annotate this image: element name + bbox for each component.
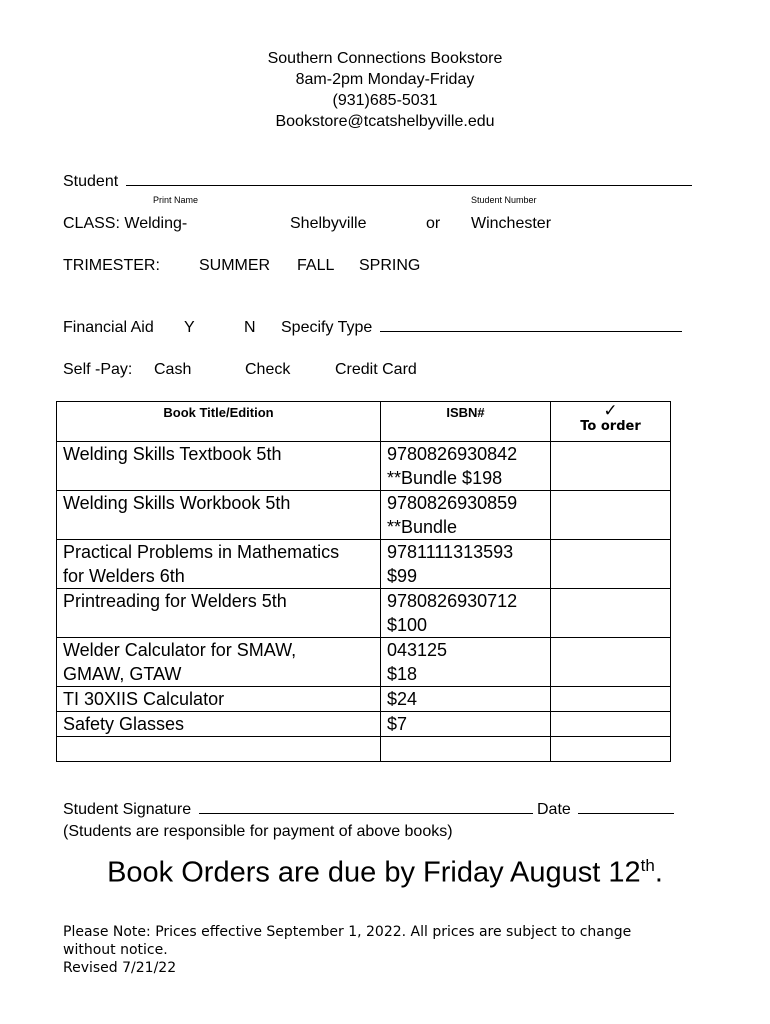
table-row bbox=[57, 712, 671, 737]
empty-cell[interactable] bbox=[381, 737, 551, 762]
student-number-label: Student Number bbox=[471, 195, 537, 205]
pay-credit-card[interactable]: Credit Card bbox=[335, 361, 417, 378]
student-label: Student bbox=[63, 173, 119, 190]
header-title: Book Title/Edition bbox=[57, 402, 381, 442]
order-checkbox-cell[interactable] bbox=[551, 442, 671, 491]
order-checkbox-cell[interactable] bbox=[551, 687, 671, 712]
book-isbn: 9781111313593 $99 bbox=[381, 540, 551, 589]
financial-aid-no[interactable]: N bbox=[244, 319, 256, 336]
book-isbn: $24 bbox=[381, 687, 551, 712]
order-checkbox-cell[interactable] bbox=[551, 712, 671, 737]
pay-check[interactable]: Check bbox=[245, 361, 291, 378]
pay-cash[interactable]: Cash bbox=[154, 361, 192, 378]
store-name: Southern Connections Bookstore bbox=[267, 50, 503, 67]
store-phone: (931)685-5031 bbox=[332, 92, 438, 109]
campus-winchester[interactable]: Winchester bbox=[471, 215, 552, 232]
table-row bbox=[57, 638, 671, 687]
specify-type-label: Specify Type bbox=[281, 319, 373, 336]
table-row-empty bbox=[57, 737, 671, 762]
financial-aid-yes[interactable]: Y bbox=[184, 319, 195, 336]
signature-row bbox=[63, 801, 674, 819]
book-isbn: 9780826930712 $100 bbox=[381, 589, 551, 638]
book-order-table bbox=[56, 401, 671, 762]
header-to-order bbox=[551, 402, 671, 442]
book-title: Safety Glasses bbox=[57, 712, 381, 737]
book-title: Welder Calculator for SMAW, GMAW, GTAW bbox=[57, 638, 381, 687]
table-row bbox=[57, 491, 671, 540]
table-row bbox=[57, 442, 671, 491]
trimester-fall[interactable]: FALL bbox=[297, 257, 335, 274]
responsibility-note: (Students are responsible for payment of above books) bbox=[63, 823, 453, 840]
signature-line[interactable] bbox=[199, 813, 533, 814]
table-row bbox=[57, 687, 671, 712]
trimester-spring[interactable]: SPRING bbox=[359, 257, 421, 274]
book-title: Welding Skills Textbook 5th bbox=[57, 442, 381, 491]
order-checkbox-cell[interactable] bbox=[551, 540, 671, 589]
order-checkbox-cell[interactable] bbox=[551, 737, 671, 762]
book-title: Printreading for Welders 5th bbox=[57, 589, 381, 638]
book-isbn: 043125 $18 bbox=[381, 638, 551, 687]
date-line[interactable] bbox=[578, 813, 674, 814]
class-label: CLASS: Welding- bbox=[63, 215, 188, 232]
student-row bbox=[63, 173, 692, 191]
checkmark-icon: ✓ bbox=[603, 401, 618, 421]
to-order-label: To order bbox=[580, 419, 641, 434]
book-isbn: 9780826930842 **Bundle $198 bbox=[381, 442, 551, 491]
book-title: Welding Skills Workbook 5th bbox=[57, 491, 381, 540]
student-name-line[interactable] bbox=[126, 185, 692, 186]
book-isbn: 9780826930859 **Bundle bbox=[381, 491, 551, 540]
revised-date: Revised 7/21/22 bbox=[63, 960, 177, 976]
price-note: Please Note: Prices effective September 1, 2022. All prices are subject to change without notice. Revised 7/21/22 bbox=[63, 924, 632, 976]
financial-aid-label: Financial Aid bbox=[63, 319, 154, 336]
order-checkbox-cell[interactable] bbox=[551, 491, 671, 540]
specify-type-row bbox=[281, 319, 682, 337]
due-notice: Book Orders are due by Friday August 12th. bbox=[107, 856, 663, 889]
table-row bbox=[57, 540, 671, 589]
book-isbn: $7 bbox=[381, 712, 551, 737]
signature-label: Student Signature bbox=[63, 801, 192, 818]
specify-type-line[interactable] bbox=[380, 331, 682, 332]
empty-cell[interactable] bbox=[57, 737, 381, 762]
store-header bbox=[0, 48, 770, 132]
header-isbn: ISBN# bbox=[381, 402, 551, 442]
store-email: Bookstore@tcatshelbyville.edu bbox=[275, 113, 495, 130]
ordinal-suffix: th bbox=[640, 856, 655, 875]
store-hours: 8am-2pm Monday-Friday bbox=[295, 71, 475, 88]
order-checkbox-cell[interactable] bbox=[551, 638, 671, 687]
campus-or: or bbox=[426, 215, 441, 232]
book-title: Practical Problems in Mathematics for Welders 6th bbox=[57, 540, 381, 589]
self-pay-label: Self -Pay: bbox=[63, 361, 133, 378]
book-title: TI 30XIIS Calculator bbox=[57, 687, 381, 712]
order-checkbox-cell[interactable] bbox=[551, 589, 671, 638]
trimester-label: TRIMESTER: bbox=[63, 257, 160, 274]
print-name-label: Print Name bbox=[153, 195, 199, 205]
class-program: Welding- bbox=[124, 215, 188, 232]
trimester-summer[interactable]: SUMMER bbox=[199, 257, 271, 274]
table-row bbox=[57, 589, 671, 638]
date-label: Date bbox=[537, 801, 571, 818]
campus-shelbyville[interactable]: Shelbyville bbox=[290, 215, 367, 232]
table-header-row bbox=[57, 402, 671, 442]
